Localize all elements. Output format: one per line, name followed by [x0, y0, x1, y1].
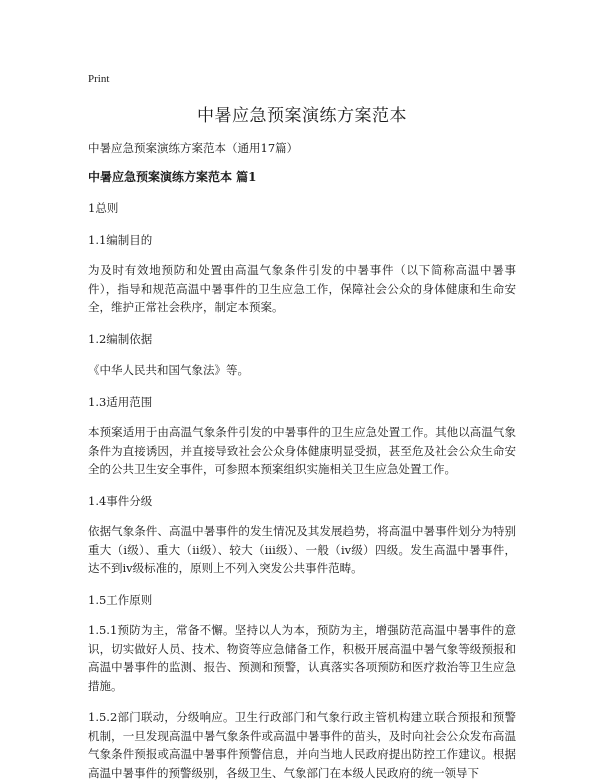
paragraph-purpose: 为及时有效地预防和处置由高温气象条件引发的中暑事件（以下简称高温中暑事件），指导和规范高温中暑事件的卫生应急工作，保障社会公众的身体健康和生命安全，维护正常社会秩序，制定本预案。 — [88, 263, 516, 314]
document-page — [88, 70, 516, 782]
heading-general-provisions: 1总则 — [88, 201, 119, 215]
section-heading: 中暑应急预案演练方案范本 篇1 — [88, 170, 257, 184]
paragraph-principle-prevention: 1.5.1预防为主，常备不懈。坚持以人为本，预防为主，增强防范高温中暑事件的意识，切实做好人员、技术、物资等应急储备工作，积极开展高温中暑气象等级预报和高温中暑事件的监测、报告、预测和预警，认真落实各项预防和医疗救治等卫生应急措施。 — [88, 623, 516, 693]
paragraph-basis: 《中华人民共和国气象法》等。 — [88, 363, 249, 377]
paragraph-classification: 依据气象条件、高温中暑事件的发生情况及其发展趋势，将高温中暑事件划分为特别重大（i级）、重大（ii级）、较大（iii级）、一般（iv级）四级。发生高温中暑事件，达不到iv级标准的，原则上不列入突发公共事件范畴。 — [88, 524, 516, 575]
heading-classification: 1.4事件分级 — [88, 493, 153, 508]
paragraph-principle-coordination: 1.5.2部门联动，分级响应。卫生行政部门和气象行政主管机构建立联合预报和预警机制，一旦发现高温中暑气象条件或高温中暑事件的苗头，及时向社会公众发布高温气象条件预报或高温中暑事件预警信息，并向当地人民政府提出防控工作建议。根据高温中暑事件的预警级别，各级卫生、气象部门在本级人民政府的统一领导下 — [88, 710, 516, 780]
heading-purpose: 1.1编制目的 — [88, 232, 153, 247]
heading-principles: 1.5工作原则 — [88, 592, 153, 607]
heading-scope: 1.3适用范围 — [88, 394, 153, 409]
document-title: 中暑应急预案演练方案范本 — [197, 106, 407, 126]
paragraph-scope: 本预案适用于由高温气象条件引发的中暑事件的卫生应急处置工作。其他以高温气象条件为直接诱因，并直接导致社会公众身体健康明显受损，甚至危及社会公众生命安全的公共卫生安全事件，可参照本预案组织实施相关卫生应急处置工作。 — [88, 425, 516, 476]
print-link[interactable]: Print — [88, 73, 110, 85]
heading-basis: 1.2编制依据 — [88, 331, 153, 346]
document-subtitle: 中暑应急预案演练方案范本（通用17篇） — [88, 141, 299, 155]
